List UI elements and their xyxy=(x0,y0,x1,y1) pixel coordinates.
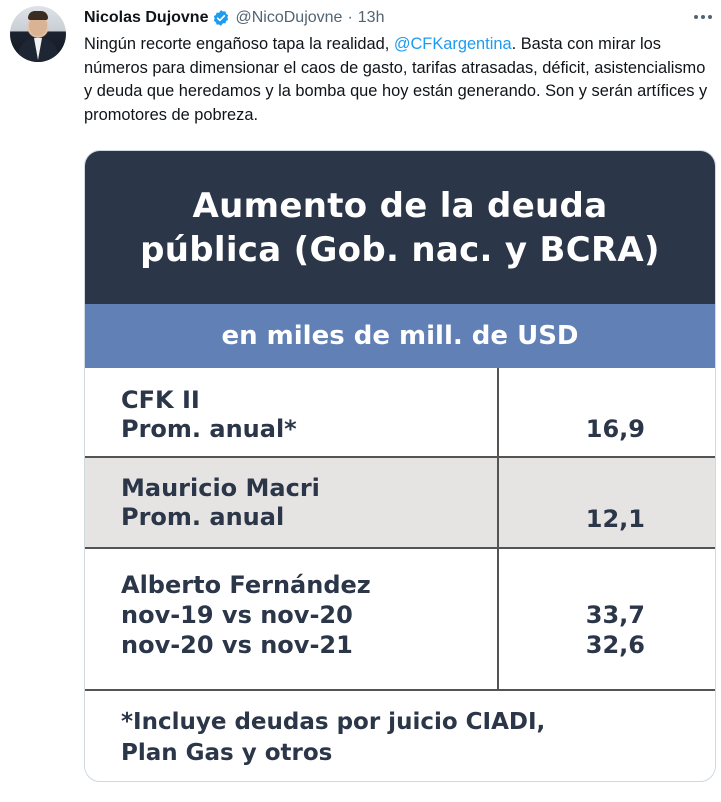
row-label: CFK II xyxy=(121,386,200,414)
separator-dot: · xyxy=(347,9,353,26)
row-value: 16,9 xyxy=(585,415,645,443)
row-label: Prom. anual xyxy=(121,503,285,531)
table-row xyxy=(85,368,715,458)
column-divider xyxy=(497,368,499,456)
row-label: Alberto Fernández xyxy=(121,571,371,599)
mention-link[interactable]: @CFKargentina xyxy=(393,35,512,53)
tweet-image[interactable] xyxy=(84,150,716,782)
footnote-line: *Incluye deudas por juicio CIADI, xyxy=(121,709,546,735)
infographic-footnote xyxy=(121,707,545,769)
tweet-text-part: Ningún recorte engañoso tapa la realidad, xyxy=(84,35,394,53)
row-value: 32,6 xyxy=(585,631,645,659)
infographic-subtitle: en miles de mill. de USD xyxy=(221,321,579,351)
tweet-header xyxy=(84,7,384,29)
row-label: Prom. anual* xyxy=(121,415,297,443)
row-value: 33,7 xyxy=(585,601,645,629)
column-divider xyxy=(497,458,499,547)
table-row xyxy=(85,549,715,691)
infographic-title-block xyxy=(85,151,715,304)
table-row xyxy=(85,458,715,549)
verified-badge-icon xyxy=(212,9,230,27)
more-dot xyxy=(694,15,698,19)
avatar-hair xyxy=(28,11,48,20)
more-dot xyxy=(708,15,712,19)
tweet-text-part: . Basta con mirar los números para dimensionar el caos de gasto, tarifas atrasadas, déficit, asistencialismo y deuda que heredamos y la bomba que hoy están generando. Son y serán artífices y promotores de pobreza. xyxy=(84,35,708,124)
more-dot xyxy=(701,15,705,19)
row-label: nov-20 vs nov-21 xyxy=(121,631,353,659)
author-name[interactable]: Nicolas Dujovne xyxy=(84,9,209,26)
footnote-line: Plan Gas y otros xyxy=(121,740,333,766)
row-value: 12,1 xyxy=(585,505,645,533)
infographic-title-line: Aumento de la deuda xyxy=(192,185,608,226)
row-label: nov-19 vs nov-20 xyxy=(121,601,353,629)
more-options-icon[interactable] xyxy=(690,9,716,25)
tweet-timestamp[interactable]: 13h xyxy=(357,9,385,26)
row-label: Mauricio Macri xyxy=(121,474,320,502)
tweet-text xyxy=(84,33,714,127)
column-divider xyxy=(497,549,499,689)
infographic-subtitle-block xyxy=(85,304,715,368)
infographic-title-line: pública (Gob. nac. y BCRA) xyxy=(140,229,660,270)
author-handle[interactable]: @NicoDujovne xyxy=(235,9,343,26)
avatar[interactable] xyxy=(10,6,66,62)
